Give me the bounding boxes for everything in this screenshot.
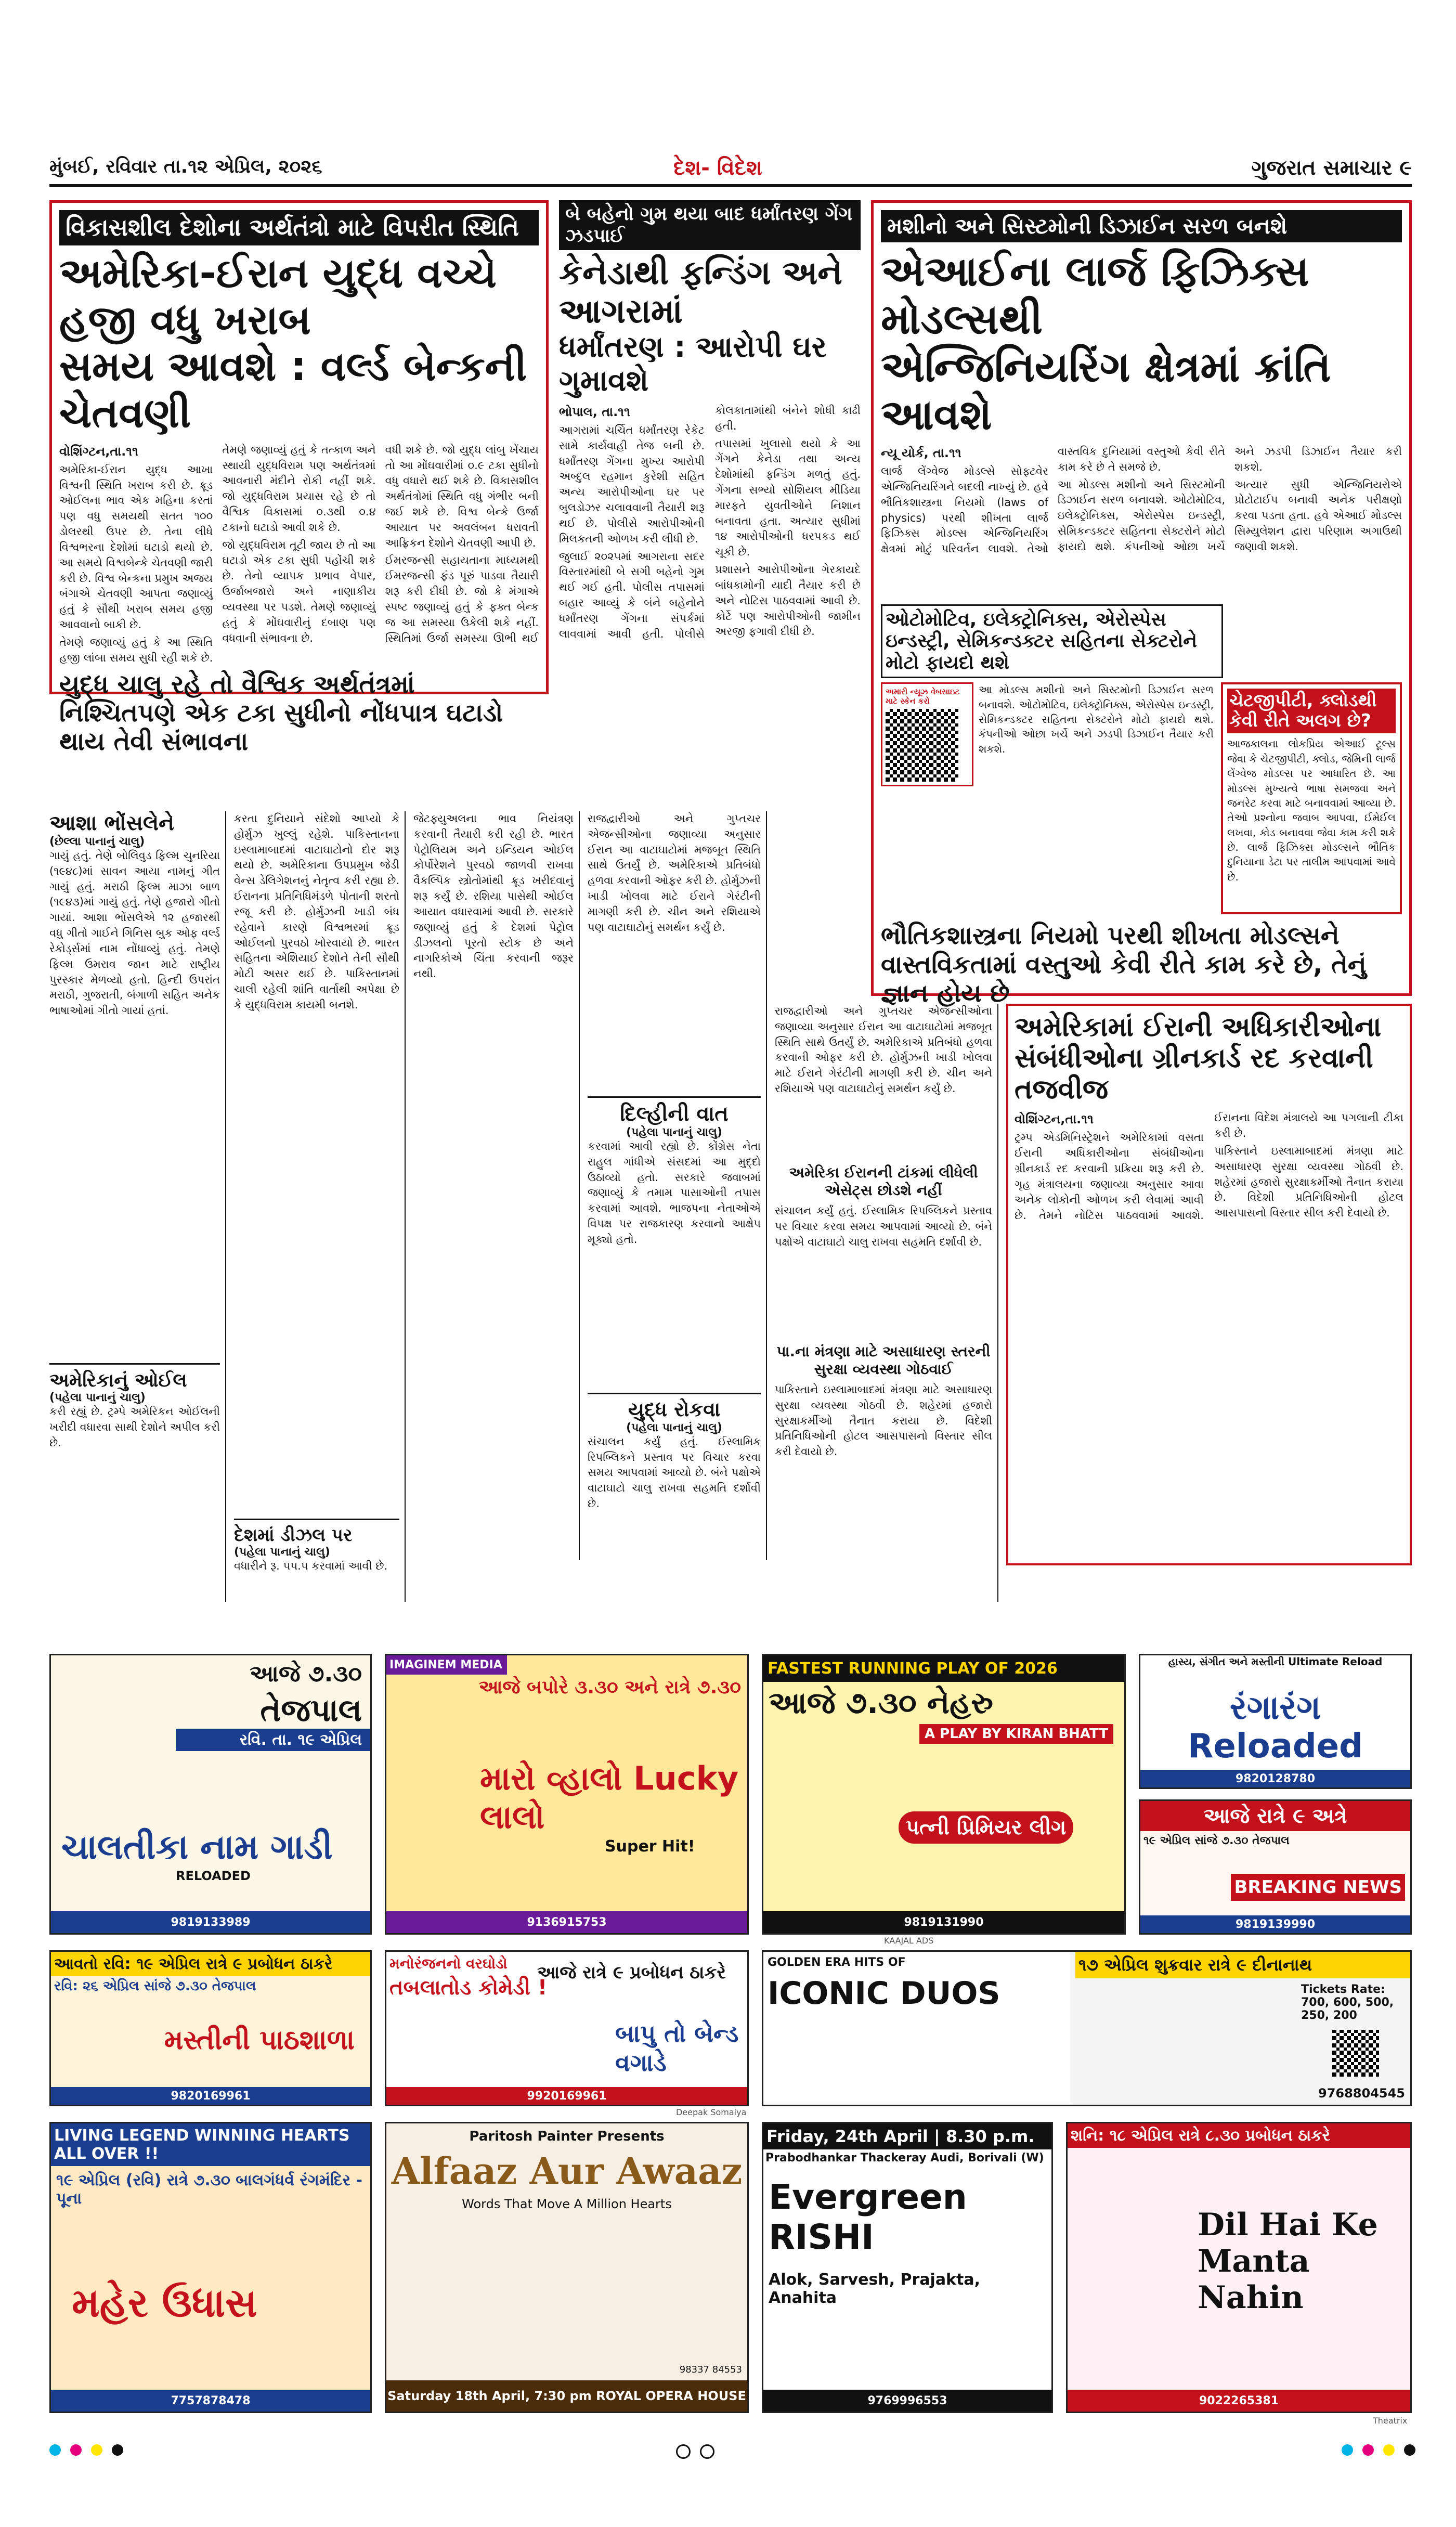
story3-side-text: આ મોડલ્સ મશીનો અને સિસ્ટમોની ડિઝાઈન સરળ બનાવશે. ઓટોમોટિવ, ઇલેક્ટ્રોનિક્સ, એરોસ્પેસ ઇન્ડસ્ટ્રી, સેમિકન્ડક્ટર સહિતના સેક્ટરોને મોટો ફાયદો થશે. કંપનીઓ ઓછા ખર્ચે અને ઝડપી ડિઝાઈન તૈયાર કરી શકશે. [979,683,1214,755]
paper-name: ગુજરાત સમાચાર [1251,156,1393,180]
ad5-sub: હાસ્ય, સંગીત અને મસ્તીની Ultimate Reload [1168,1655,1383,1668]
story-world-bank [49,200,549,757]
war-cont-body: સંચાલન કર્યું હતું. ઈસ્લામિક રિપબ્લિકને પ્રસ્તાવ પર વિચાર કરવા સમય આપવામાં આવ્યો છે. બંને પક્ષોએ વાટાઘાટો ચાલુ રાખવા સહમતિ દર્શાવી છે. [775,1204,992,1248]
story2-dateline: ભોપાલ, તા.૧૧ [559,404,630,419]
ad11-top: શનિ: ૧૮ એપ્રિલ રાત્રે ૮.૩૦ પ્રબોધન ઠાકરે [1068,2123,1410,2148]
ad-breaking-news[interactable] [1139,1799,1412,1935]
page-date: મુંબઈ, રવિવાર તા.૧૨ એપ્રિલ, ૨૦૨૬ [49,156,322,177]
ad-lucky-lalo[interactable] [385,1654,749,1935]
ad2-top: આજે બપોરે ૩.૩૦ અને રાત્રે ૭.૩૦ [478,1677,741,1698]
ad2-phone: 9136915753 [386,1911,747,1933]
ad4-title: BREAKING NEWS [1231,1874,1405,1901]
story1-para: તેમણે જણાવ્યું હતું કે આ સ્થિતિ હજી લાંબા સમય સુધી રહી શકે છે. તેમણે જણાવ્યું હતું કે તત્કાળ અને સ્થાયી યુદ્ધવિરામ પણ અર્થતંત્રમાં આવનારી મંદીને રોકી નહીં શકે. જો યુદ્ધવિરામ પ્રયાસ રહે છે તો વૈશ્વિક વિકાસમાં ૦.૩થી ૦.૪ ટકાનો ઘટાડો આવી શકે છે. [59,443,376,664]
ad12-phone: 7757878478 [51,2390,370,2412]
diesel-body: વધારીને રૂ. ૫૫.૫ કરવામાં આવી છે. [234,1560,388,1573]
col5-body: પાકિસ્તાને ઇસ્લામાબાદમાં મંત્રણા માટે અસાધારણ સુરક્ષા વ્યવસ્થા ગોઠવી છે. શહેરમાં હજારો સુરક્ષાકર્મીઓ તૈનાત કરાયા છે. વિદેશી પ્રતિનિધિઓની હોટલ આસપાસનો વિસ્તાર સીલ કરી દેવાયો છે. [775,1383,992,1458]
ad9-phone: 98337 84553 [679,2364,742,2375]
story2-para: તપાસમાં ખુલાસો થયો કે આ ગેંગને કેનેડા તથા અન્ય દેશોમાંથી ફન્ડિંગ મળતું હતું. ગેંગના સભ્યો સોશિયલ મીડિયા મારફતે યુવતીઓને નિશાન બનાવતા હતા. અત્યાર સુધીમાં ૧૪ આરોપીઓની ધરપકડ થઈ ચૂકી છે. [715,437,861,559]
obit-title: આશા ભોંસલેને [49,811,174,835]
print-marks-right [1342,2444,1415,2456]
story4-para: પાકિસ્તાને ઇસ્લામાબાદમાં મંત્રણા માટે અસાધારણ સુરક્ષા વ્યવસ્થા ગોઠવી છે. શહેરમાં હજારો સુરક્ષાકર્મીઓ તૈનાત કરાયા છે. વિદેશી પ્રતિનિધિઓની હોટલ આસપાસનો વિસ્તાર સીલ કરી દેવાયો છે. [1214,1145,1403,1220]
ad10-phone: 9769996553 [763,2390,1051,2412]
war-title: યુદ્ધ રોકવા [628,1398,721,1421]
story1-dateline: વોશિંગ્ટન,તા.૧૧ [59,444,138,459]
ad6-title2: બાપુ તો બેન્ડ વગાડે [615,2019,739,2077]
ad-patni-premier[interactable] [762,1654,1126,1935]
story4-dateline: વોશિંગ્ટન,તા.૧૧ [1015,1112,1094,1127]
story-conversion-gang [559,200,861,788]
ad9-sub: Words That Move A Million Hearts [462,2197,672,2211]
story4-headline: અમેરિકામાં ઈરાની અધિકારીઓના સંબંધીઓના ગ્રીનકાર્ડ રદ કરવાની તજવીજ [1015,1012,1382,1105]
ad9-title: Alfaaz Aur Awaaz [391,2149,743,2193]
ad2-tag: Super Hit! [605,1837,695,1856]
ad9-line: Saturday 18th April, 7:30 pm ROYAL OPERA HOUSE [386,2380,747,2412]
col4-cont: રાજદ્વારીઓ અને ગુપ્તચર એજન્સીઓના જણાવ્યા અનુસાર ઈરાન આ વાટાઘાટોમાં મજબૂત સ્થિતિ સાથે ઉતર્યું છે. અમેરિકાએ પ્રતિબંધો હળવા કરવાની ઓફર કરી છે. હોર્મુઝની ખાડી ખોલવા માટે ઈરાને ગેરંટીની માગણી કરી છે. ચીન અને રશિયાએ પણ વાટાઘાટોનું સમર્થન કર્યું છે. [775,1005,992,1095]
print-marks-center [676,2444,714,2459]
ad2-brand: IMAGINEM MEDIA [386,1655,507,1675]
ad3-title: આજે ૭.૩૦ નેહરુ [769,1685,993,1720]
ad1-top: આજે ૭.૩૦ [250,1661,362,1687]
ad7-sub: GOLDEN ERA HITS OF [768,1956,906,1969]
story4-body [1015,1110,1403,1547]
ad6-line: આજે રાત્રે ૯ પ્રબોધન ઠાકરે [537,1962,726,1983]
oil-title: અમેરિકાનું ઓઈલ [49,1370,187,1391]
col2-body: કરતા દુનિયાને સંદેશો આપ્યો કે હોર્મુઝ ખુલ્લું રહેશે. પાકિસ્તાનના ઇસ્લામાબાદમાં વાટાઘાટોનો દોર શરૂ થયો છે. અમેરિકાના ઉપપ્રમુખ જેડી વેન્સ ડેલિગેશનનું નેતૃત્વ કરી રહ્યા છે. ઈરાનના પ્રતિનિધિમંડળે પોતાની શરતો રજૂ કરી છે. હોર્મુઝની ખાડી બંધ રહેવાને કારણે વિશ્વભરમાં ક્રૂડ ઓઈલનો પુરવઠો ખોરવાયો છે. ભારત સહિતના એશિયાઈ દેશોને તેની સૌથી મોટી અસર થઈ છે. પાકિસ્તાનમાં ચાલી રહેલી શાંતિ વાર્તાથી અપેક્ષા છે કે યુદ્ધવિરામ કાયમી બનશે. [234,812,399,1011]
ad1-phone: 9819133989 [51,1911,370,1933]
story-ai-physics [871,200,1412,1008]
page-header [49,156,1412,187]
ad-bapu-band[interactable] [385,1950,749,2106]
ad-alfaaz-awaaz[interactable] [385,2122,749,2413]
ad6-title: તબલાતોડ કોમેડી ! [389,1976,548,2000]
ad3-phone: 9819131990 [763,1911,1124,1933]
ad9-top: Paritosh Painter Presents [469,2129,665,2144]
ad10-line: Alok, Sarvesh, Prajakta, Anahita [769,2271,980,2307]
ad7-title: ICONIC DUOS [768,1975,1000,2012]
story3-para: અત્યાર સુધી એન્જિનિયરોએ પ્રોટોટાઈપ બનાવી અનેક પરીક્ષણો કરવા પડતા હતા. હવે એઆઈ મોડલ્સ સિમ્યુલેશન દ્વારા પરિણામ અગાઉથી જણાવી શકશે. [1234,478,1402,553]
diesel-title: દેશમાં ડીઝલ પર [234,1525,353,1546]
ad12-title: મહેર ઉધાસ [72,2279,257,2326]
sidebar-body: આજકાલના લોકપ્રિય એઆઈ ટૂલ્સ જેવા કે ચેટજીપીટી, ક્લોડ, જેમિની લાર્જ લેંગ્વેજ મોડલ્સ પર આધારિત છે. આ મોડલ્સ મુખ્યત્વે ભાષા સમજવા અને જનરેટ કરવા માટે બનાવવામાં આવ્યા છે. તેઓ પ્રશ્નોના જવાબ આપવા, ઈમેઈલ લખવા, કોડ બનાવવા જેવા કામ કરી શકે છે. લાર્જ ફિઝિક્સ મોડલ્સને ભૌતિક દુનિયાના ડેટા પર તાલીમ આપવામાં આવે છે. [1227,737,1396,883]
ad10-sub: Prabodhankar Thackeray Audi, Borivali (W) [765,2152,1044,2165]
column-three [413,811,580,1560]
ad10-title: Evergreen RISHI [769,2177,967,2257]
print-marks-left [49,2444,123,2456]
story1-para: અમેરિકા-ઈરાન યુદ્ધ આખા વિશ્વની સ્થિતિ ખરાબ કરી છે. ક્રૂડ ઓઈલના ભાવ એક મહિના કરતાં પણ વધુ સમયથી સતત ૧૦૦ ડોલરથી ઉપર છે. તેના લીધે વિશ્વભરના દેશોમાં ઘટાડો થયો છે. આ સમયે વિશ્વબેન્કે ચેતવણી જારી કરી છે. વિશ્વ બેન્કના પ્રમુખ અજય બંગાએ ચેતવણી આપતા જણાવ્યું હતું કે સૌથી ખરાબ સમય હજી આવવાનો બાકી છે. [59,463,213,631]
diesel-cont: (પહેલા પાનાનું ચાલુ) [234,1546,330,1559]
credit-theatrix: Theatrix [1373,2416,1408,2426]
col5-subhead2: પા.ના મંત્રણા માટે અસાધારણ સ્તરની સુરક્ષા વ્યવસ્થા ગોઠવાઈ [776,1343,991,1378]
story3-body [881,444,1402,600]
col3-body: જેટફ્યુઅલના ભાવ નિયંત્રણ કરવાની તૈયારી કરી રહી છે. ભારત પેટ્રોલિયમ અને ઇન્ડિયન ઓઈલ કોર્પોરેશને પુરવઠો જાળવી રાખવા વૈકલ્પિક સ્ત્રોતોમાંથી ક્રૂડ ખરીદવાનું શરૂ કર્યું છે. રશિયા પાસેથી ઓઈલ આયાત વધારવામાં આવી છે. સરકારે જણાવ્યું હતું કે દેશમાં પેટ્રોલ ડીઝલનો પૂરતો સ્ટોક છે અને નાગરિકોએ ચિંતા કરવાની જરૂર નથી. [413,812,574,980]
ad4-phone: 9819139990 [1140,1915,1410,1933]
story4-para: ટ્રમ્પ એડમિનિસ્ટ્રેશને અમેરિકામાં વસતા ઈરાની અધિકારીઓના સંબંધીઓના ગ્રીનકાર્ડ રદ કરવાની પ્રક્રિયા શરૂ કરી છે. ગૃહ મંત્રાલયના જણાવ્યા અનુસાર આવા અનેક લોકોની ઓળખ કરી લેવામાં આવી છે. તેમને નોટિસ પાઠવવામાં આવશે. ઈરાનના વિદેશ મંત્રાલયે આ પગલાની ટીકા કરી છે. [1015,1111,1403,1222]
ad4-sub: ૧૯ એપ્રિલ સાંજે ૭.૩૦ તેજપાલ [1143,1834,1290,1847]
col4-body: રાજદ્વારીઓ અને ગુપ્તચર એજન્સીઓના જણાવ્યા અનુસાર ઈરાન આ વાટાઘાટોમાં મજબૂત સ્થિતિ સાથે ઉતર્યું છે. અમેરિકાએ પ્રતિબંધો હળવા કરવાની ઓફર કરી છે. હોર્મુઝની ખાડી ખોલવા માટે ઈરાને ગેરંટીની માગણી કરી છે. ચીન અને રશિયાએ પણ વાટાઘાટોનું સમર્થન કર્યું છે. [588,812,761,934]
story1-para: ઈમરજન્સી સહાયતાના માધ્યમથી ઈમરજન્સી ફંડ પૂરું પાડવા તૈયારી શરૂ કરી દીધી છે. જો કે મંગાએ સ્પષ્ટ જણાવ્યું હતું કે ફક્ત બેન્ક જ આ સમસ્યા ઉકેલી શકે નહીં. સ્થિતિમાં ઉર્જા સમસ્યા ઊભી થઈ [385,554,539,644]
story2-kicker: બે બહેનો ગુમ થયા બાદ ધર્માંતરણ ગેંગ ઝડપાઈ [559,200,861,250]
story3-bottom-head: ભૌતિકશાસ્ત્રના નિયમો પરથી શીખતા મોડલ્સને વાસ્તવિકતામાં વસ્તુઓ કેવી રીતે કામ કરે છે, તેનું જ્ઞાન હોય છે [881,921,1367,1008]
col5-subhead: અમેરિકા ઈરાનની ટાંકમાં લીધેલી એસેટ્સ છોડશે નહીં [789,1164,978,1199]
qr-code[interactable] [886,709,958,782]
story3-para: લાર્જ લેંગ્વેજ મોડલ્સે સોફ્ટવેર એન્જિનિયરિંગને બદલી નાખ્યું છે. હવે ભૌતિકશાસ્ત્રના નિયમો (laws of physics) પરથી શીખતા લાર્જ ફિઝિક્સ મોડલ્સ એન્જિનિયરિંગ ક્ષેત્રમાં મોટું પરિવર્તન લાવશે. તેઓ વાસ્તવિક દુનિયામાં વસ્તુઓ કેવી રીતે કામ કરે છે તે સમજે છે. [881,445,1225,555]
ad-maher-udhas[interactable] [49,2122,372,2413]
story1-body [59,443,539,666]
story2-headline2: ધર્માંતરણ : આરોપી ઘર ગુમાવશે [559,330,827,398]
ad6-top: મનોરંજનનો વરઘોડો [389,1955,508,1972]
ad5-title: રંગારંગ Reloaded [1188,1689,1363,1766]
story3-banner: ઓટોમોટિવ, ઇલેક્ટ્રોનિક્સ, એરોસ્પેસ ઇન્ડસ્ટ્રી, સેમિકન્ડક્ટર સહિતના સેક્ટરોને મોટો ફાયદો થશે [881,604,1223,678]
column-five [775,1004,998,1602]
sidebar-kicker: ચેટજીપીટી, ક્લોડથી કેવી રીતે અલગ છે? [1227,689,1396,733]
ad12-top: LIVING LEGEND WINNING HEARTS ALL OVER !! [51,2123,370,2166]
ad12-line: ૧૯ એપ્રિલ (રવિ) રાત્રે ૭.૩૦ બાલગંધર્વ રંગમંદિર - પૂના [56,2171,362,2208]
ad8-title: મસ્તીની પાઠશાળા [164,2025,355,2056]
section-title: દેશ- વિદેશ [673,156,762,180]
ad-evergreen-rishi[interactable] [762,2122,1053,2413]
ad-pathshala[interactable] [49,1950,372,2106]
obit-body: ગાયું હતું. તેણે બોલિવુડ ફિલ્મ ચુનરિયા (૧૯૪૮)માં સાવન આયા નામનું ગીત ગાયું હતું. મરાઠી ફિલ્મ માઝા બાળ (૧૯૪૩)માં ગાયું હતું. તેણે હજારો ગીતો ગાયાં. આશા ભોંસલેએ ૧૨ હજારથી વધુ ગીતો ગાઈને ગિનિસ બુક ઓફ વર્લ્ડ રેકોર્ડ્સમાં નામ નોંધાવ્યું હતું. તેમણે ફિલ્મ ઉમરાવ જાન માટે રાષ્ટ્રીય પુરસ્કાર મેળવ્યો હતો. હિન્દી ઉપરાંત મરાઠી, ગુજરાતી, બંગાળી સહિત અનેક ભાષાઓમાં ગીતો ગાયાં હતાં. [49,849,220,1017]
ad5-phone: 9820128780 [1140,1770,1410,1787]
obituary-column [49,811,226,1602]
delhi-cont: (પહેલા પાનાનું ચાલુ) [626,1126,722,1139]
story2-para: પ્રશાસને આરોપીઓના ગેરકાયદે બાંધકામોની યાદી તૈયાર કરી છે અને નોટિસ પાઠવવામાં આવી છે. કોર્ટે પણ આરોપીઓની જામીન અરજી ફગાવી દીધી છે. [715,563,861,638]
ad-rangarang[interactable] [1139,1654,1412,1789]
ad1-title: તેજપાલ [260,1692,362,1729]
story1-headline: અમેરિકા-ઈરાન યુદ્ધ વચ્ચે હજી વધુ ખરાબ [59,250,497,344]
ad1-sub: RELOADED [176,1869,251,1883]
oil-cont: (પહેલા પાનાનું ચાલુ) [49,1391,146,1405]
ad7-qr[interactable] [1332,2030,1379,2077]
story1-headline2: સમય આવશે : વર્લ્ડ બેન્કની ચેતવણી [59,343,527,437]
ad3-top: FASTEST RUNNING PLAY OF 2026 [763,1655,1124,1682]
delhi-title: દિલ્હીની વાત [620,1102,729,1126]
ad-dil-hai[interactable] [1066,2122,1412,2413]
ad11-phone: 9022265381 [1068,2390,1410,2412]
story3-dateline: ન્યૂ યોર્ક, તા.૧૧ [881,446,961,460]
story2-para: આગરામાં ચર્ચિત ધર્માંતરણ રેકેટ સામે કાર્યવાહી તેજ બની છે. ધર્માંતરણ ગેંગના મુખ્ય આરોપી અબ્દુલ રહમાન કુરેશી સહિત અન્ય આરોપીઓના ઘર પર બુલડોઝર ચલાવવાની તૈયારી શરૂ થઈ છે. પોલીસે આરોપીઓની મિલકતની ઓળખ કરી લીધી છે. [559,424,705,545]
story3-headline: એઆઈના લાર્જ ફિઝિક્સ મોડલ્સથી [881,247,1309,343]
ad-tejpal[interactable] [49,1654,372,1935]
ad7-price: Tickets Rate: 700, 600, 500, 250, 200 [1301,1983,1394,2022]
war-body: સંચાલન કર્યું હતું. ઈસ્લામિક રિપબ્લિકને પ્રસ્તાવ પર વિચાર કરવા સમય આપવામાં આવ્યો છે. બંને પક્ષોએ વાટાઘાટો ચાલુ રાખવા સહમતિ દર્શાવી છે. [588,1435,761,1510]
story2-body [559,403,861,819]
ad7-phone: 9768804545 [1318,2086,1405,2101]
ad10-top: Friday, 24th April | 8.30 p.m. [763,2123,1051,2149]
ad1-title2: ચાલતીકા નામ ગાડી [61,1827,333,1867]
story3-kicker: મશીનો અને સિસ્ટમોની ડિઝાઈન સરળ બનશે [881,210,1402,242]
masthead [1251,156,1412,180]
ad11-title: Dil Hai Ke Manta Nahin [1198,2207,1378,2316]
page-number: ૯ [1399,156,1412,180]
oil-body: કરી રહ્યું છે. ટ્રમ્પે અમેરિકન ઓઈલની ખરીદી વધારવા સાથી દેશોને અપીલ કરી છે. [49,1405,220,1449]
column-two [234,811,406,1602]
ad3-sub: A PLAY BY KIRAN BHATT [919,1724,1113,1744]
delhi-body: કરવામાં આવી રહ્યો છે. કોંગ્રેસ નેતા રાહુલ ગાંધીએ સંસદમાં આ મુદ્દો ઉઠાવ્યો હતો. સરકારે જવાબમાં જણાવ્યું કે તમામ પાસાઓની તપાસ કરવામાં આવશે. ભાજપના નેતાઓએ વિપક્ષ પર રાજકારણ કરવાનો આક્ષેપ મૂક્યો હતો. [588,1140,761,1246]
column-four [588,811,767,1560]
ad-iconic-duos[interactable] [762,1950,1412,2106]
ad7-top: ૧૭ એપ્રિલ શુક્રવાર રાત્રે ૯ દીનાનાથ [1075,1952,1410,1978]
credit-deepak: Deepak Somaiya [676,2107,747,2117]
ad8-phone: 9820169961 [51,2087,370,2105]
ad1-line: રવિ. તા. ૧૯ એપ્રિલ [176,1729,370,1751]
ad3-title2: પત્ની પ્રિમિયર લીગ [899,1811,1073,1844]
ad6-phone: 9920169961 [386,2087,747,2105]
story1-para: જો યુદ્ધવિરામ તૂટી જાય છે તો આ ઘટાડો એક ટકા સુધી પહોંચી શકે છે. તેનો વ્યાપક પ્રભાવ વેપાર, ઉર્જાબજારો અને નાણાકીય વ્યવસ્થા પર પડશે. તેમણે જણાવ્યું હતું કે મોંઘવારીનું દબાણ પણ વધવાની સંભાવના છે. [222,538,376,644]
story-green-card [1006,1004,1412,1565]
ad2-title: મારો વ્હાલો Lucky લાલો [480,1759,739,1836]
story3-headline2: એન્જિનિયરિંગ ક્ષેત્રમાં ક્રાંતિ આવશે [881,343,1331,439]
ad8-top: આવતો રવિ: ૧૯ એપ્રિલ રાત્રે ૯ પ્રબોધન ઠાકરે [51,1952,370,1976]
ad8-line: રવિ: ૨૬ એપ્રિલ સાંજે ૭.૩૦ તેજપાલ [54,1978,256,1994]
war-cont: (પહેલા પાનાનું ચાલુ) [626,1421,722,1434]
story2-headline: કેનેડાથી ફન્ડિંગ અને આગરામાં [559,254,842,331]
story1-para: વધી શકે છે. જો યુદ્ધ લાંબુ ખેંચાય તો આ મોંઘવારીમાં ૦.૯ ટકા સુધીનો વધુ વધારો થઈ શકે છે. વિકાસશીલ અર્થતંત્રોમાં સ્થિતિ વધુ ગંભીર બની જઈ શકે છે. વિશ્વ બેન્કે ઉર્જા આયાત પર અવલંબન ધરાવતી આફ્રિકન દેશોને ચેતવણી આપી છે. [385,443,539,549]
credit-kaajal: KAAJAL ADS [884,1936,934,1946]
story2-para: જુલાઈ ૨૦૨૫માં આગરાના સદર વિસ્તારમાંથી બે સગી બહેનો ગુમ થઈ ગઈ હતી. પોલીસ તપાસમાં બહાર આવ્યું કે બંને બહેનોને ધર્માંતરણ ગેંગના સંપર્કમાં લાવવામાં આવી હતી. પોલીસે કોલકાતામાંથી બંનેને શોધી કાઢી હતી. [559,404,861,640]
qr-caption: અમારી ન્યૂઝ વેબસાઇટ માટે સ્કેન કરો [886,687,960,706]
story1-kicker: વિકાસશીલ દેશોના અર્થતંત્રો માટે વિપરીત સ્થિતિ [59,210,539,245]
story3-para: આ મોડલ્સ મશીનો અને સિસ્ટમોની ડિઝાઈન સરળ બનાવશે. ઓટોમોટિવ, ઇલેક્ટ્રોનિક્સ, એરોસ્પેસ ઇન્ડસ્ટ્રી, સેમિકન્ડક્ટર સહિતના સેક્ટરોને મોટો ફાયદો થશે. કંપનીઓ ઓછા ખર્ચે અને ઝડપી ડિઝાઈન તૈયાર કરી શકશે. [1058,445,1402,553]
ad4-top: આજે રાત્રે ૯ અત્રે [1140,1801,1410,1831]
obit-cont: (છેલ્લા પાનાનું ચાલુ) [49,835,145,848]
story1-subhead: યુદ્ધ ચાલુ રહે તો વૈશ્વિક અર્થતંત્રમાં નિશ્ચિતપણે એક ટકા સુધીનો નોંધપાત્ર ઘટાડો થાય તેવી સંભાવના [59,669,503,757]
